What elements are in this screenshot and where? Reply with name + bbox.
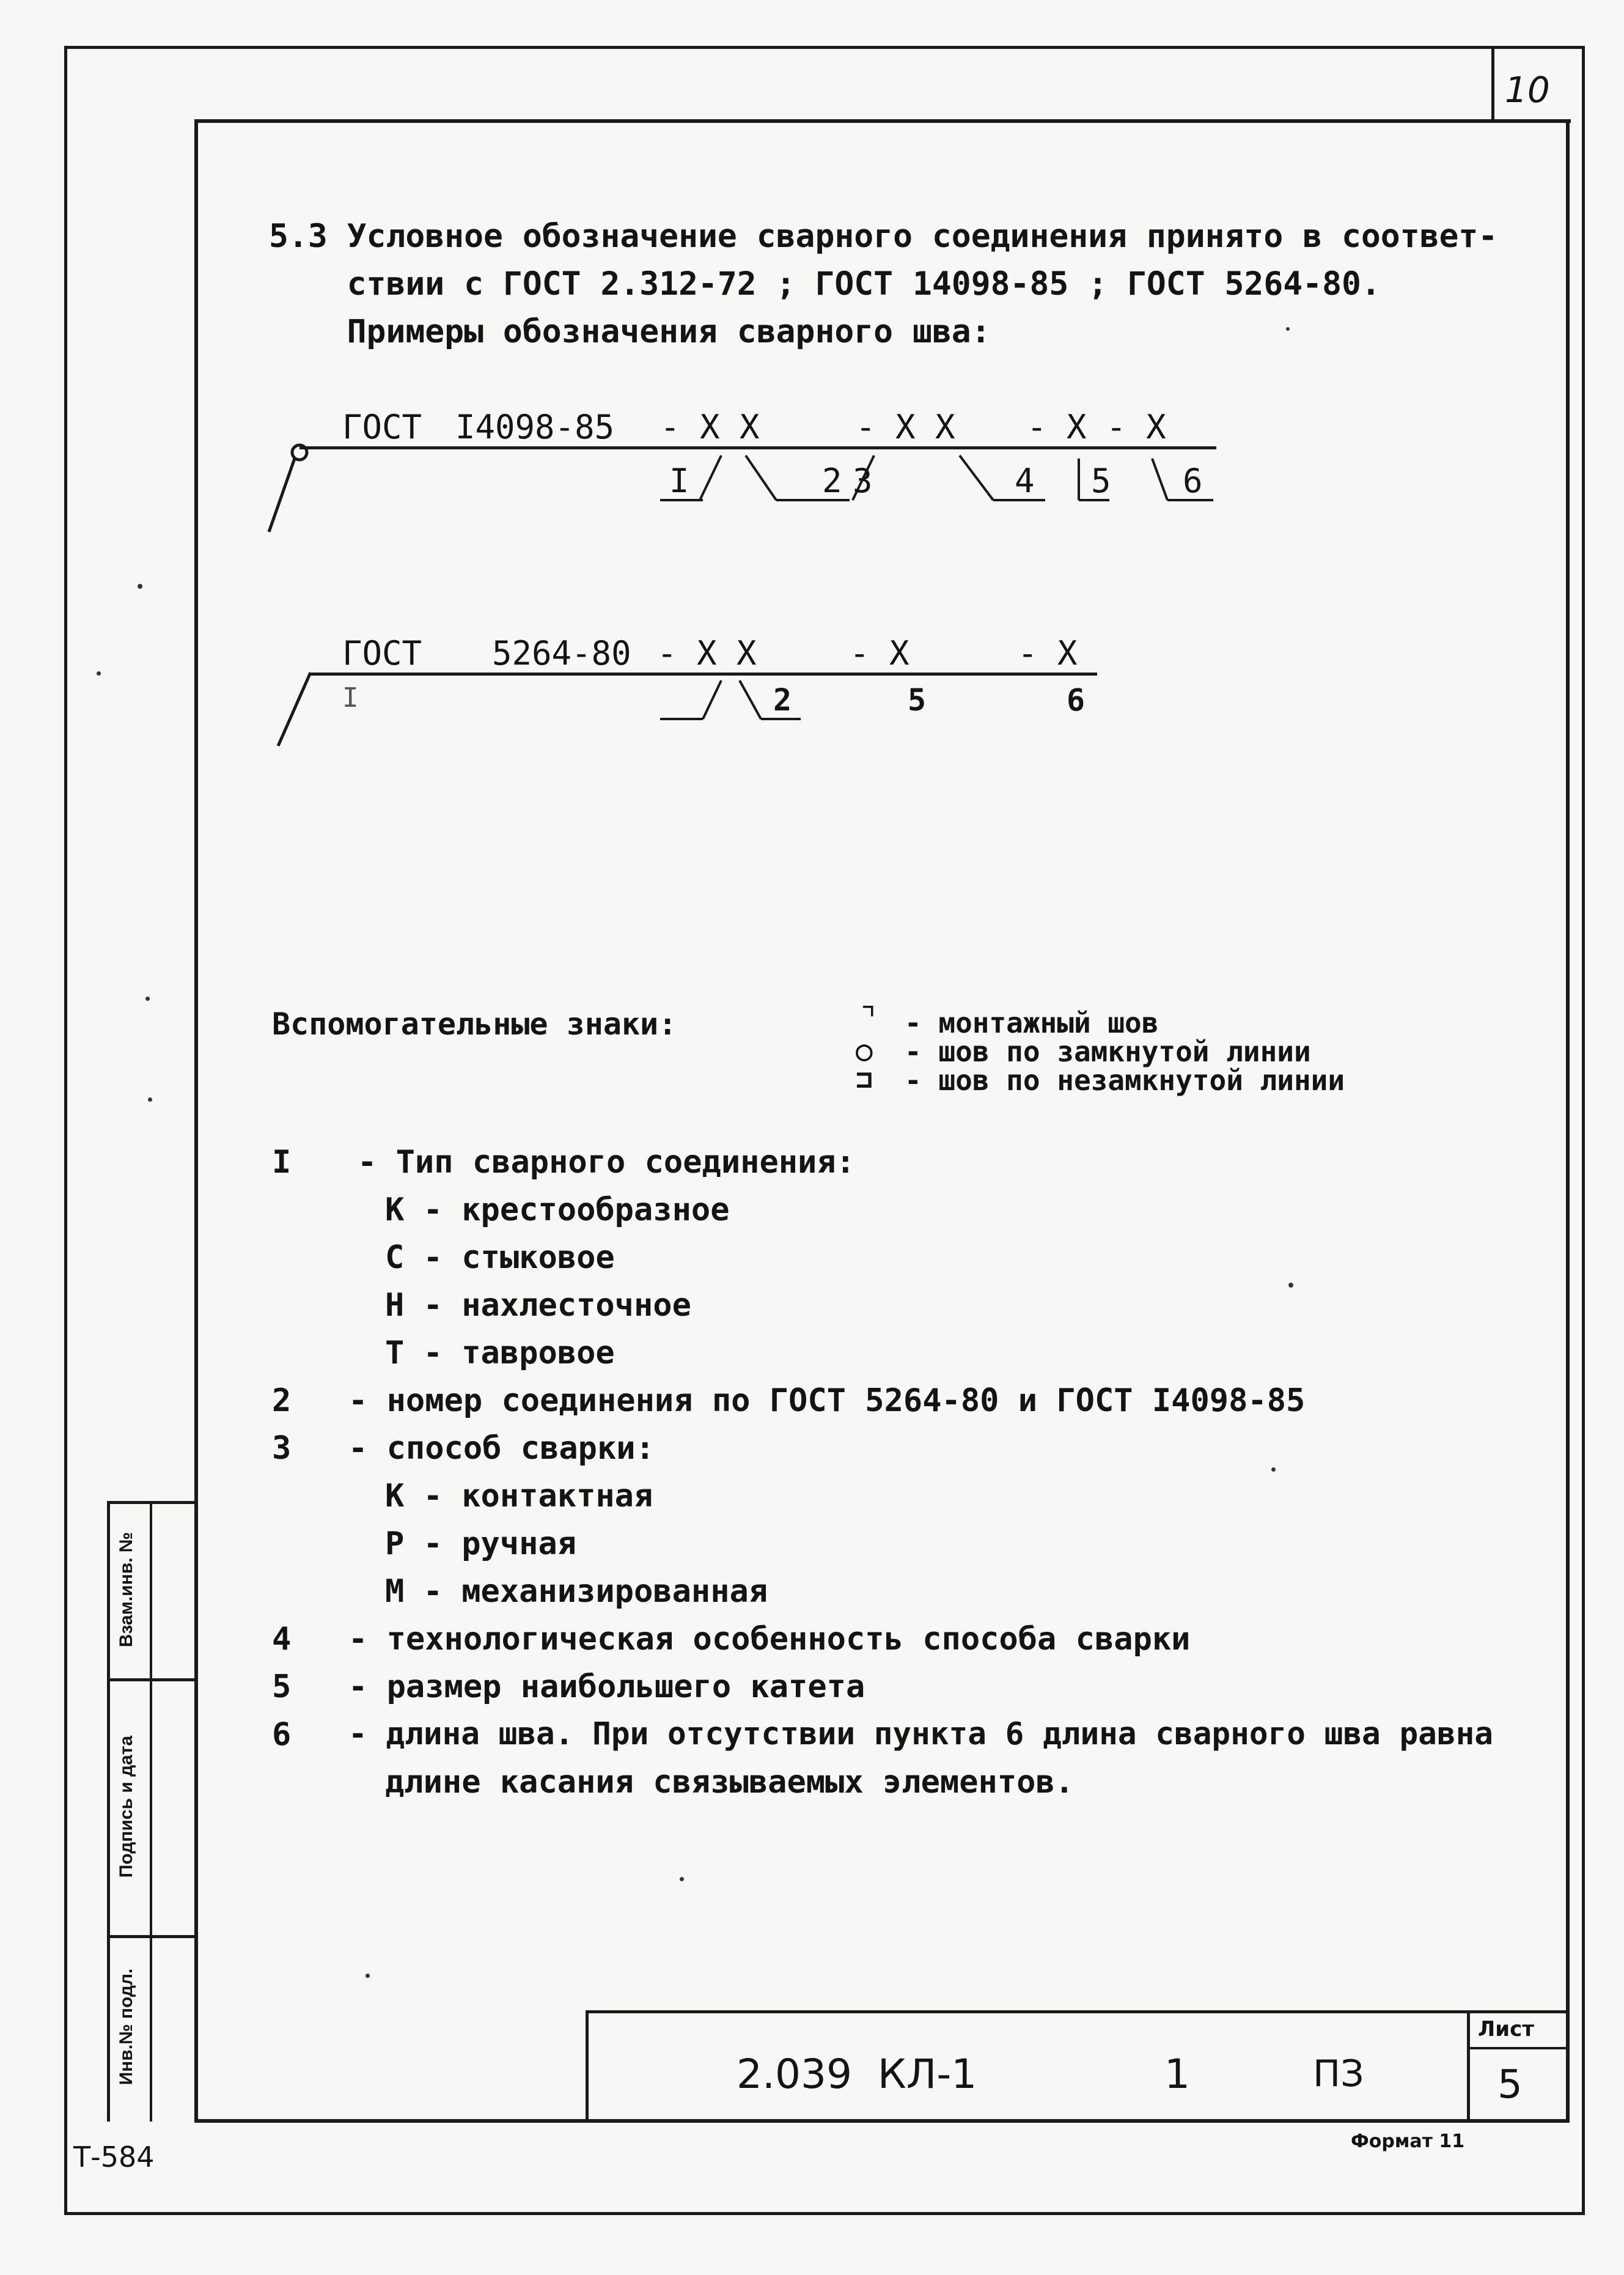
aux-signs-label: Вспомогательные знаки: bbox=[272, 1006, 677, 1042]
scan-speck bbox=[1288, 1283, 1293, 1288]
ex1-bracket-marks bbox=[654, 452, 1235, 507]
aux-symbol-open: ⊐ bbox=[856, 1063, 873, 1096]
ex1-field-2: - X X bbox=[856, 408, 955, 446]
page-corner-number: 10 bbox=[1505, 69, 1550, 111]
inner-frame-left bbox=[194, 119, 198, 2122]
stamp-divider-1 bbox=[107, 1678, 197, 1681]
scan-speck bbox=[680, 1877, 684, 1881]
section-line-3: Примеры обозначения сварного шва: bbox=[269, 313, 991, 350]
legend-num-3: 3 bbox=[272, 1430, 292, 1467]
scan-speck bbox=[1271, 1467, 1276, 1472]
stamp-signature-date: Подпись и дата bbox=[116, 1735, 136, 1878]
scan-speck bbox=[1286, 327, 1290, 331]
drawing-issue: 1 bbox=[1164, 2051, 1190, 2098]
stamp-replaced-inv: Взам.инв. № bbox=[116, 1532, 136, 1648]
ex2-num-1: I bbox=[342, 682, 359, 713]
ex1-num-1: I bbox=[669, 462, 689, 500]
outer-frame-bottom bbox=[64, 2212, 1585, 2215]
weld-leader-2 bbox=[269, 666, 318, 758]
aux-symbol-closed: ○ bbox=[856, 1034, 873, 1067]
section-line-1: 5.3 Условное обозначение сварного соединения принято в соответ- bbox=[269, 218, 1498, 255]
legend-text-2: - номер соединения по ГОСТ 5264-80 и ГОСТ I4098-85 bbox=[348, 1382, 1306, 1419]
scan-speck bbox=[366, 1974, 370, 1978]
title-block-left bbox=[586, 2010, 589, 2122]
ex1-field-3: - X - X bbox=[1027, 408, 1166, 446]
inner-frame-right bbox=[1566, 119, 1570, 2122]
legend-sub-1-k: К - крестообразное bbox=[385, 1192, 730, 1228]
inner-frame-top bbox=[196, 119, 1571, 123]
legend-sub-3-m: М - механизированная bbox=[385, 1573, 768, 1610]
aux-text-open: - шов по незамкнутой линии bbox=[905, 1064, 1345, 1097]
legend-sub-3-r: Р - ручная bbox=[385, 1525, 577, 1562]
footer-left-code: Т-584 bbox=[73, 2140, 155, 2174]
section-line-2: ствии с ГОСТ 2.312-72 ; ГОСТ 14098-85 ; ГОСТ 5264-80. bbox=[269, 265, 1381, 303]
weld-line-2 bbox=[309, 673, 1097, 676]
outer-frame-top bbox=[64, 46, 1585, 49]
ex2-num-2: 2 bbox=[773, 682, 792, 718]
legend-text-5: - размер наибольшего катета bbox=[348, 1668, 865, 1705]
aux-symbol-mounting: ⌝ bbox=[859, 999, 878, 1034]
stamp-original-inv: Инв.№ подл. bbox=[116, 1968, 136, 2085]
legend-num-5: 5 bbox=[272, 1668, 292, 1705]
sheet-box-left bbox=[1467, 2010, 1470, 2122]
legend-sub-1-c: С - стыковое bbox=[385, 1239, 615, 1276]
legend-text-4: - технологическая особенность способа сварки bbox=[348, 1621, 1191, 1657]
ex2-field-3: - X bbox=[1018, 634, 1078, 673]
scan-speck bbox=[97, 671, 101, 676]
ex2-gost-number: 5264-80 bbox=[492, 634, 631, 673]
legend-text-6-cont: длине касания связываемых элементов. bbox=[385, 1764, 1075, 1801]
ex1-num-4: 4 bbox=[1015, 462, 1035, 500]
ex2-num-5: 5 bbox=[908, 682, 927, 718]
sheet-label: Лист bbox=[1478, 2017, 1534, 2041]
legend-sub-3-k: К - контактная bbox=[385, 1478, 653, 1514]
footer-format: Формат 11 bbox=[1351, 2131, 1465, 2152]
weld-line-1 bbox=[299, 446, 1216, 449]
ex1-num-2: 2 bbox=[822, 462, 842, 500]
ex1-num-6: 6 bbox=[1183, 462, 1203, 500]
ex2-num-6: 6 bbox=[1067, 682, 1086, 718]
corner-box-left bbox=[1491, 46, 1494, 123]
ex2-field-1: - X X bbox=[657, 634, 757, 673]
legend-text-6: - длина шва. При отсутствии пункта 6 длина сварного шва равна bbox=[348, 1716, 1493, 1752]
legend-text-3: - способ сварки: bbox=[348, 1430, 655, 1467]
legend-num-1: I bbox=[272, 1144, 292, 1181]
stamp-left-edge bbox=[107, 1501, 110, 2122]
ex2-gost: ГОСТ bbox=[342, 634, 422, 673]
aux-text-mounting: - монтажный шов bbox=[905, 1006, 1159, 1039]
ex2-field-2: - X bbox=[850, 634, 909, 673]
legend-sub-1-n: Н - нахлесточное bbox=[385, 1287, 691, 1324]
drawing-doc-type: ПЗ bbox=[1313, 2052, 1364, 2095]
legend-text-1: - Тип сварного соединения: bbox=[358, 1144, 855, 1181]
scan-speck bbox=[138, 584, 142, 589]
aux-text-closed: - шов по замкнутой линии bbox=[905, 1035, 1311, 1068]
legend-sub-1-t: Т - тавровое bbox=[385, 1335, 615, 1371]
legend-num-2: 2 bbox=[272, 1382, 292, 1419]
ex2-bracket-marks bbox=[654, 677, 837, 726]
outer-frame-right bbox=[1582, 46, 1585, 2215]
ex1-num-3: 3 bbox=[853, 462, 873, 500]
ex1-gost: ГОСТ bbox=[342, 408, 422, 446]
stamp-divider-2 bbox=[107, 1935, 197, 1938]
sheet-box-divider bbox=[1467, 2047, 1570, 2049]
legend-num-6: 6 bbox=[272, 1716, 292, 1753]
sheet-number: 5 bbox=[1497, 2062, 1523, 2107]
outer-frame-left bbox=[64, 46, 67, 2215]
scan-speck bbox=[145, 997, 150, 1001]
ex1-gost-number: I4098-85 bbox=[455, 408, 615, 446]
inner-frame-bottom bbox=[194, 2119, 1570, 2123]
stamp-mid-vertical bbox=[150, 1501, 152, 2122]
legend-num-4: 4 bbox=[272, 1621, 292, 1657]
title-block-top bbox=[586, 2010, 1570, 2013]
drawing-code: 2.039 КЛ-1 bbox=[737, 2051, 977, 2098]
scan-speck bbox=[148, 1097, 152, 1102]
ex1-field-1: - X X bbox=[660, 408, 760, 446]
ex1-num-5: 5 bbox=[1091, 462, 1111, 500]
